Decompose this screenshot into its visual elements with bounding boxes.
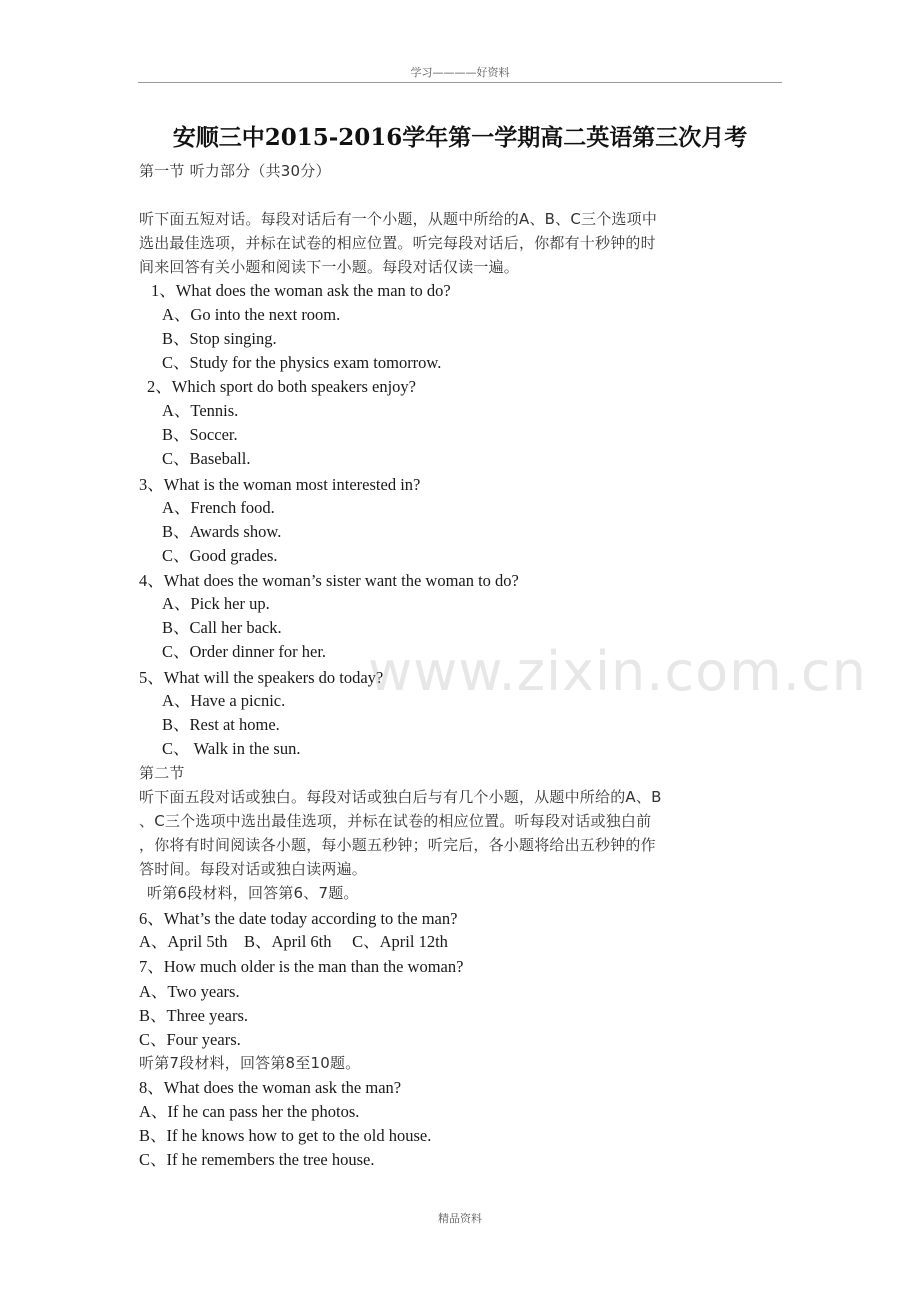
question-3: 3、What is the woman most interested in? <box>139 475 421 494</box>
question-1-option-c: C、Study for the physics exam tomorrow. <box>162 353 442 372</box>
question-8-option-a: A、If he can pass her the photos. <box>139 1102 360 1121</box>
page-footer: 精品资料 <box>438 1212 482 1225</box>
section1-intro-line: 间来回答有关小题和阅读下一小题。每段对话仅读一遍。 <box>139 258 520 276</box>
question-4-option-b: B、Call her back. <box>162 618 282 637</box>
header-rule <box>138 82 782 83</box>
question-4: 4、What does the woman’s sister want the woman to do? <box>139 571 519 590</box>
question-5-option-a: A、Have a picnic. <box>162 691 286 710</box>
page-header: 学习————好资料 <box>410 66 510 79</box>
question-4-option-c: C、Order dinner for her. <box>162 642 327 661</box>
section2-intro-line: 答时间。每段对话或独白读两遍。 <box>139 860 368 878</box>
question-2-option-a: A、Tennis. <box>162 401 239 420</box>
question-1-option-b: B、Stop singing. <box>162 329 277 348</box>
section2-heading: 第二节 <box>139 764 185 782</box>
material-6-instruction: 听第6段材料，回答第6、7题。 <box>147 884 359 902</box>
question-2-option-c: C、Baseball. <box>162 449 251 468</box>
question-5: 5、What will the speakers do today? <box>139 668 384 687</box>
question-8-option-c: C、If he remembers the tree house. <box>139 1150 375 1169</box>
question-2: 2、Which sport do both speakers enjoy? <box>147 377 416 396</box>
section1-heading: 第一节 听力部分（共30分） <box>139 162 331 180</box>
question-7: 7、How much older is the man than the woman? <box>139 957 464 976</box>
question-3-option-c: C、Good grades. <box>162 546 278 565</box>
question-5-option-c: C、 Walk in the sun. <box>162 739 301 758</box>
section1-intro-line: 听下面五短对话。每段对话后有一个小题，从题中所给的A、B、C三个选项中 <box>139 210 658 228</box>
section2-intro-line: ，你将有时间阅读各小题，每小题五秒钟；听完后，各小题将给出五秒钟的作 <box>139 836 656 854</box>
question-6: 6、What’s the date today according to the man? <box>139 909 458 928</box>
section2-intro-line: 、C三个选项中选出最佳选项，并标在试卷的相应位置。听每段对话或独白前 <box>139 812 652 830</box>
material-7-instruction: 听第7段材料，回答第8至10题。 <box>139 1054 361 1072</box>
question-3-option-a: A、French food. <box>162 498 275 517</box>
question-4-option-a: A、Pick her up. <box>162 594 270 613</box>
question-1-option-a: A、Go into the next room. <box>162 305 341 324</box>
question-5-option-b: B、Rest at home. <box>162 715 280 734</box>
question-7-option-b: B、Three years. <box>139 1006 249 1025</box>
question-7-option-c: C、Four years. <box>139 1030 241 1049</box>
section1-intro-line: 选出最佳选项，并标在试卷的相应位置。听完每段对话后，你都有十秒钟的时 <box>139 234 656 252</box>
section2-intro-line: 听下面五段对话或独白。每段对话或独白后与有几个小题，从题中所给的A、B <box>139 788 662 806</box>
question-8: 8、What does the woman ask the man? <box>139 1078 402 1097</box>
question-2-option-b: B、Soccer. <box>162 425 238 444</box>
question-6-options: A、April 5th B、April 6th C、April 12th <box>139 932 448 951</box>
question-7-option-a: A、Two years. <box>139 982 240 1001</box>
exam-title: 安顺三中2015-2016学年第一学期高二英语第三次月考 <box>172 124 748 151</box>
watermark: www.zixin.com.cn <box>368 640 867 703</box>
question-1: 1、What does the woman ask the man to do? <box>151 281 451 300</box>
question-3-option-b: B、Awards show. <box>162 522 282 541</box>
question-8-option-b: B、If he knows how to get to the old house. <box>139 1126 432 1145</box>
